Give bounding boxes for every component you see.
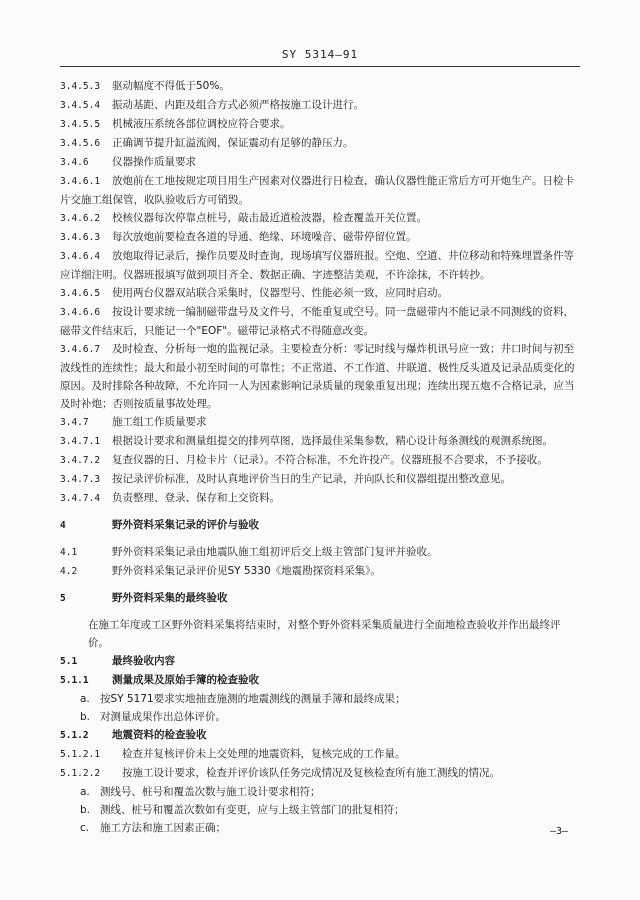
section-5-intro: 在施工年度或工区野外资料采集将结束时，对整个野外资料采集质量进行全面地检查验收并作出最终评价。 [88,619,561,649]
clause-3-4-5-4: 3.4.5.4 振动基距、内距及组合方式必须严格按施工设计进行。 [60,99,364,111]
section-5-heading: 5 野外资料采集的最终验收 [60,592,228,604]
clause-5-1-2: 5.1.2 地震资料的检查验收 [60,729,207,741]
clause-3-4-7-3: 3.4.7.3 按记录评价标准，及时认真地评价当日的生产记录，并向队长和仪器组提出整改意见。 [60,473,511,485]
list-item: a. 按SY 5171要求实地抽查施测的地震测线的测量手簿和最终成果； [80,693,406,705]
section-4-heading: 4 野外资料采集记录的评价与验收 [60,519,259,531]
header-rule [60,66,580,67]
clause-3-4-6-1: 3.4.6.1 放炮前在工地按规定项目用生产因素对仪器进行日检查，确认仪器性能正常后方可开炮生产。日检卡片交施工组保管，收队验收后方可销毁。 [60,175,574,206]
clause-3-4-6-3: 3.4.6.3 每次放炮前要检查各道的导通、绝缘、环境噪音、磁带停留位置。 [60,231,417,243]
page-body [60,77,580,837]
clause-5-1-2-2: 5.1.2.2 按施工设计要求，检查并评价该队任务完成情况及复核检查所有施工测线的情况。 [60,767,500,779]
clause-3-4-7: 3.4.7 施工组工作质量要求 [60,416,207,428]
clause-3-4-6-5: 3.4.6.5 使用两台仪器双站联合采集时，仪器型号、性能必须一致，应同时启动。 [60,287,448,299]
clause-3-4-6-6: 3.4.6.6 按设计要求统一编制磁带盘号及文件号，不能重复或空号。同一盘磁带内不能记录不同测线的资料，磁带文件结束后，只能记一个"EOF"。磁带记录格式不得随意改变。 [60,306,574,337]
clause-3-4-6-4: 3.4.6.4 放炮取得记录后，操作员要及时查询，现场填写仪器班报。空炮、空道、井位移动和特殊埋置条件等应详细注明。仪器班报填写做到项目齐全、数据正确、字迹整洁美观，不许涂抹，不许转抄。 [60,250,574,281]
clause-3-4-7-1: 3.4.7.1 根据设计要求和测量组提交的排列草图，选择最佳采集参数，精心设计每条测线的观测系统图。 [60,435,553,447]
clause-5-1: 5.1 最终验收内容 [60,655,175,667]
list-item: b. 对测量成果作出总体评价。 [80,711,226,723]
clause-3-4-5-6: 3.4.5.6 正确调节提升缸溢流阀，保证震动有足够的静压力。 [60,137,354,149]
clause-3-4-5-3: 3.4.5.3 驱动幅度不得低于50%。 [60,80,230,92]
clause-3-4-7-4: 3.4.7.4 负责整理、登录、保存和上交资料。 [60,492,280,504]
clause-3-4-7-2: 3.4.7.2 复查仪器的日、月检卡片（记录）。不符合标准，不允许投产。仪器班报不合要求，不予接收。 [60,454,548,466]
clause-3-4-5-5: 3.4.5.5 机械液压系统各部位调校应符合要求。 [60,118,291,130]
clause-3-4-6-7: 3.4.6.7 及时检查、分析每一炮的监视记录。主要检查分析：零记时线与爆炸机讯号应一致；井口时间与初至波线性的连续性；最大和最小初至时间的可靠性；不正常道、不工作道、井联道、极性反头道及记录品质变化的原因。及时排除各种故障，不允许同一人为因素影响记录质量的现象重复出现；连续出现五炮不合格记录，应当及时补炮；否则按质量事故处理。 [60,343,575,410]
clause-3-4-6: 3.4.6 仪器操作质量要求 [60,156,196,168]
clause-5-1-1-items [60,690,580,726]
clause-4-1: 4.1 野外资料采集记录由地震队施工组初评后交上级主管部门复评并验收。 [60,546,438,558]
clause-list [60,77,580,508]
clause-5-1-1: 5.1.1 测量成果及原始手簿的检查验收 [60,674,259,686]
clause-5-1-2-2-items [60,783,580,837]
page-header: SY 5314—91 [281,48,359,61]
page-number: —3— [549,826,568,837]
list-item: a. 测线号、桩号和覆盖次数与施工设计要求相符； [80,786,321,798]
list-item: b. 测线、桩号和覆盖次数如有变更，应与上级主管部门的批复相符； [80,804,405,816]
section-4-items [60,543,580,581]
clause-5-1-2-1: 5.1.2.1 检查并复核评价未上交处理的地震资料，复核完成的工作量。 [60,748,406,760]
clause-4-2: 4.2 野外资料采集记录评价见SY 5330《地震勘探资料采集》。 [60,565,381,577]
list-item: c. 施工方法和施工因素正确； [80,822,226,834]
clause-3-4-6-2: 3.4.6.2 校核仪器每次停靠点桩号，敲击最近道检波器，检查覆盖开关位置。 [60,212,427,224]
